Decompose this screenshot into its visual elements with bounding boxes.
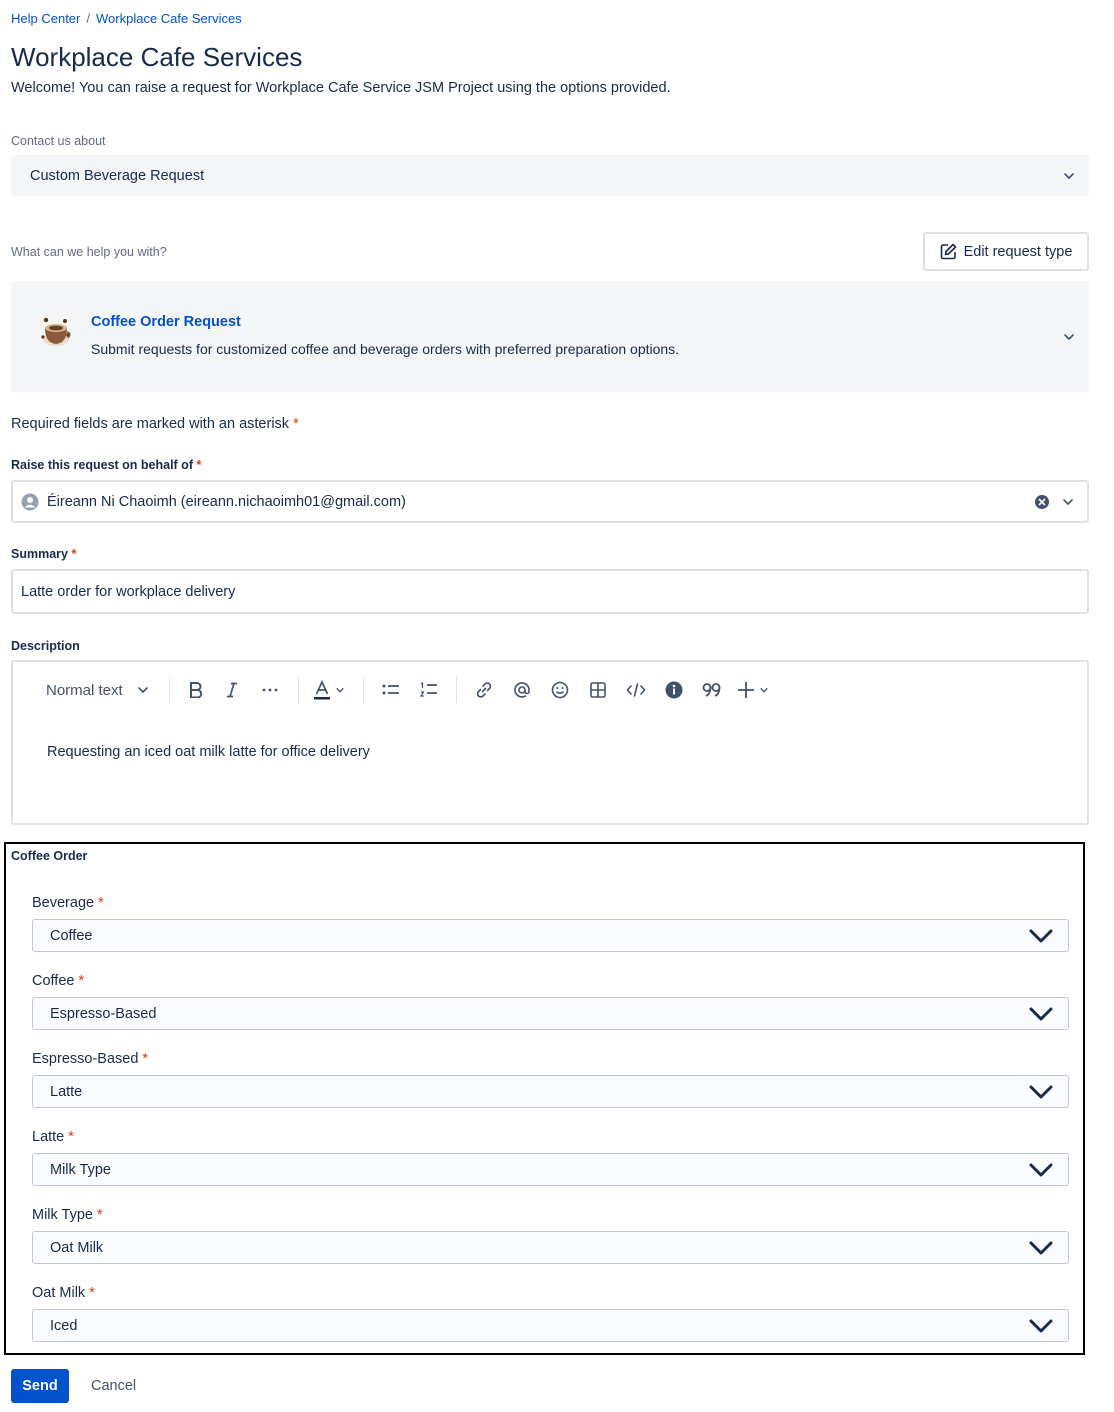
request-type-name[interactable]: Coffee Order Request xyxy=(91,314,241,330)
chevron-down-icon xyxy=(1063,170,1075,182)
toolbar-divider xyxy=(169,677,170,703)
chevron-down-icon xyxy=(1028,927,1054,945)
milk-type-label xyxy=(32,1207,103,1223)
latte-select[interactable] xyxy=(32,1153,1069,1186)
request-type-description: Submit requests for customized coffee and beverage orders with preferred preparation options. xyxy=(91,341,680,357)
numbered-list-icon[interactable] xyxy=(410,674,448,706)
required-asterisk: * xyxy=(293,416,299,432)
description-label: Description xyxy=(11,639,80,653)
field-label-text: Latte xyxy=(32,1129,65,1145)
summary-value: Latte order for workplace delivery xyxy=(21,583,236,600)
coffee-select[interactable] xyxy=(32,997,1069,1030)
page-title: Workplace Cafe Services xyxy=(11,42,303,72)
summary-input[interactable] xyxy=(11,569,1089,614)
select-value: Coffee xyxy=(50,927,93,944)
summary-label xyxy=(11,547,76,561)
quote-icon[interactable] xyxy=(693,674,731,706)
select-value: Espresso-Based xyxy=(50,1005,157,1022)
required-note-text: Required fields are marked with an asterisk xyxy=(11,416,290,432)
required-asterisk: * xyxy=(78,973,85,989)
required-asterisk: * xyxy=(71,547,77,561)
bold-icon[interactable] xyxy=(178,674,214,706)
behalf-label xyxy=(11,458,201,472)
required-asterisk: * xyxy=(142,1051,149,1067)
text-style-dropdown[interactable] xyxy=(13,674,149,706)
beverage-label xyxy=(32,895,104,911)
select-value: Latte xyxy=(50,1083,83,1100)
code-icon[interactable] xyxy=(617,674,655,706)
edit-request-type-label: Edit request type xyxy=(963,243,1073,260)
request-type-card[interactable] xyxy=(11,281,1089,392)
mention-icon[interactable] xyxy=(503,674,541,706)
behalf-select[interactable] xyxy=(11,480,1089,523)
field-label-text: Coffee xyxy=(32,973,75,989)
breadcrumb-separator: / xyxy=(86,11,90,26)
user-avatar-icon xyxy=(21,493,39,511)
field-label-text: Espresso-Based xyxy=(32,1051,139,1067)
select-value: Oat Milk xyxy=(50,1239,104,1256)
beverage-select[interactable] xyxy=(32,919,1069,952)
behalf-label-text: Raise this request on behalf of xyxy=(11,458,193,472)
chevron-down-icon xyxy=(1028,1005,1054,1023)
espresso-based-select[interactable] xyxy=(32,1075,1069,1108)
latte-label xyxy=(32,1129,74,1145)
oat-milk-label xyxy=(32,1285,95,1301)
required-note xyxy=(11,416,299,432)
chevron-down-icon xyxy=(1028,1083,1054,1101)
send-button[interactable]: Send xyxy=(11,1369,69,1403)
contact-select[interactable] xyxy=(11,155,1089,196)
toolbar-divider xyxy=(456,677,457,703)
more-icon[interactable] xyxy=(250,674,290,706)
field-label-text: Beverage xyxy=(32,895,95,911)
breadcrumb-help-center[interactable]: Help Center xyxy=(11,11,81,26)
chevron-down-icon xyxy=(1028,1239,1054,1257)
required-asterisk: * xyxy=(98,895,104,911)
bullet-list-icon[interactable] xyxy=(372,674,410,706)
italic-icon[interactable] xyxy=(214,674,250,706)
edit-request-type-button[interactable] xyxy=(923,232,1089,271)
contact-label: Contact us about xyxy=(11,134,106,148)
chevron-down-icon[interactable] xyxy=(1062,496,1074,508)
milk-type-select[interactable] xyxy=(32,1231,1069,1264)
emoji-icon[interactable] xyxy=(541,674,579,706)
chevron-down-icon xyxy=(1028,1161,1054,1179)
chevron-down-icon xyxy=(137,684,149,696)
contact-value: Custom Beverage Request xyxy=(30,167,205,184)
edit-icon xyxy=(940,243,957,260)
field-label-text: Milk Type xyxy=(32,1207,93,1223)
toolbar-divider xyxy=(298,677,299,703)
insert-icon[interactable] xyxy=(731,674,775,706)
select-value: Iced xyxy=(50,1317,78,1334)
coffee-order-title: Coffee Order xyxy=(11,849,88,863)
clear-icon[interactable] xyxy=(1035,495,1049,509)
required-asterisk: * xyxy=(68,1129,74,1145)
required-asterisk: * xyxy=(97,1207,103,1223)
chevron-down-icon xyxy=(1063,331,1075,343)
text-color-icon[interactable] xyxy=(307,674,351,706)
info-icon[interactable] xyxy=(655,674,693,706)
text-style-label: Normal text xyxy=(46,681,123,699)
page-intro: Welcome! You can raise a request for Workplace Cafe Service JSM Project using the options provided. xyxy=(11,80,671,96)
editor-toolbar xyxy=(13,674,775,706)
help-label: What can we help you with? xyxy=(11,245,167,259)
link-icon[interactable] xyxy=(465,674,503,706)
breadcrumb-workplace-cafe[interactable]: Workplace Cafe Services xyxy=(96,11,242,26)
cancel-button[interactable]: Cancel xyxy=(91,1378,137,1394)
required-asterisk: * xyxy=(196,458,202,472)
description-body[interactable]: Requesting an iced oat milk latte for office delivery xyxy=(47,744,370,760)
coffee-label xyxy=(32,973,84,989)
behalf-value: Éireann Ni Chaoimh (eireann.nichaoimh01@gmail.com) xyxy=(47,493,406,510)
select-value: Milk Type xyxy=(50,1161,111,1178)
breadcrumb xyxy=(11,11,242,26)
oat-milk-select[interactable] xyxy=(32,1309,1069,1342)
espresso-based-label xyxy=(32,1051,148,1067)
chevron-down-icon xyxy=(1028,1317,1054,1335)
toolbar-divider xyxy=(363,677,364,703)
coffee-cup-icon xyxy=(37,313,75,351)
summary-label-text: Summary xyxy=(11,547,68,561)
description-editor[interactable] xyxy=(11,660,1089,825)
table-icon[interactable] xyxy=(579,674,617,706)
field-label-text: Oat Milk xyxy=(32,1285,86,1301)
required-asterisk: * xyxy=(89,1285,95,1301)
